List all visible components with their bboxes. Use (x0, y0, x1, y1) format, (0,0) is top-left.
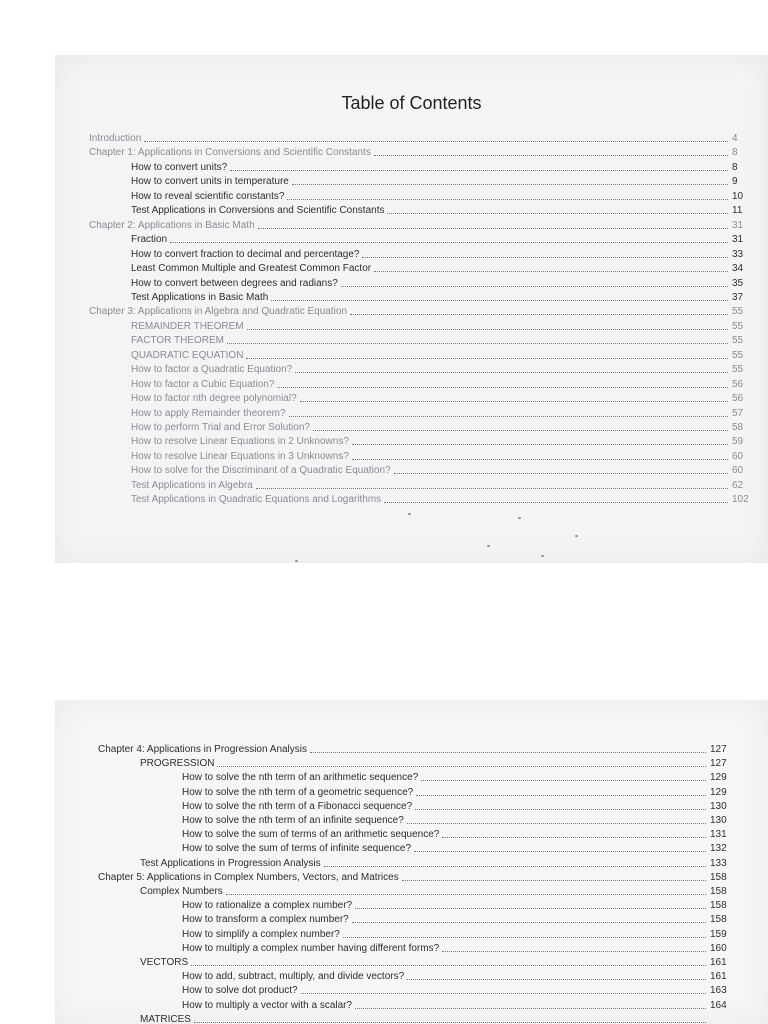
toc-entry (131, 392, 760, 405)
dot-leader (387, 213, 728, 214)
dot-leader (226, 894, 706, 895)
toc-entry-label: How to simplify a complex number? (182, 928, 340, 940)
dot-leader (415, 809, 706, 810)
toc-entry-page-number: 159 (710, 928, 727, 940)
dot-leader (352, 459, 728, 460)
dot-leader (258, 228, 728, 229)
toc-entry-label: How to factor nth degree polynomial? (131, 393, 297, 405)
toc-entry-page-number: 55 (732, 306, 744, 318)
toc-entry-page-number: 127 (710, 758, 727, 770)
dot-leader (292, 184, 728, 185)
dot-leader (170, 242, 728, 243)
toc-entry-page-number: 9 (732, 176, 738, 188)
speck (518, 517, 521, 519)
toc-entry-label: How to rationalize a complex number? (182, 900, 353, 912)
toc-entry-page-number: 60 (732, 465, 744, 477)
toc-entry-label: Test Applications in Progression Analysis (140, 857, 321, 869)
dot-leader (313, 430, 728, 431)
speck (295, 560, 298, 562)
dot-leader (246, 358, 728, 359)
toc-entry-label: Test Applications in Conversions and Scientific Constants (131, 205, 385, 217)
toc-entry-label: VECTORS (140, 957, 189, 968)
dot-leader (287, 199, 728, 200)
toc-entry (182, 928, 738, 941)
toc-entry (98, 871, 738, 884)
dot-leader (341, 286, 728, 287)
dot-leader (442, 951, 706, 952)
toc-entry-label: REMAINDER THEOREM (131, 320, 244, 332)
toc-entry-label: How to reveal scientific constants? (131, 190, 285, 202)
toc-entry-label: Introduction (89, 133, 142, 144)
toc-entry-label: How to solve dot product? (182, 985, 298, 997)
toc-entry (89, 219, 760, 232)
toc-entry-page-number: 55 (732, 349, 744, 361)
toc-entry-page-number: 127 (710, 744, 727, 755)
toc-entry-page-number: 158 (710, 871, 727, 883)
dot-leader (227, 343, 728, 344)
toc-entry-label: How to perform Trial and Error Solution? (131, 422, 310, 433)
dot-leader (374, 155, 728, 156)
toc-entry-label: How to apply Remainder theorem? (131, 407, 286, 419)
page-title: Table of Contents (341, 93, 482, 113)
dot-leader (407, 823, 706, 824)
dot-leader (310, 752, 706, 753)
toc-page-2 (55, 700, 768, 1024)
toc-entry-page-number: 130 (710, 815, 727, 826)
toc-entry (131, 175, 760, 188)
toc-entry-page-number: 160 (710, 942, 727, 954)
toc-entry-label: How to convert fraction to decimal and percentage? (131, 248, 360, 260)
toc-entry (182, 771, 738, 784)
toc-entry-label: How to solve the nth term of a geometric sequence? (182, 786, 414, 798)
toc-entry-page-number: 33 (732, 248, 744, 260)
toc-entry-page-number: 158 (710, 914, 727, 926)
toc-entry-label: How to solve the nth term of a Fibonacci sequence? (182, 800, 413, 812)
toc-entry-label: How to solve the nth term of an arithmetic sequence? (182, 772, 419, 784)
toc-entry-page-number: 129 (710, 786, 727, 798)
toc-entry-page-number: 31 (732, 219, 744, 231)
dot-leader (191, 965, 706, 966)
dot-leader (394, 473, 728, 474)
toc-entry-page-number: 131 (710, 829, 727, 841)
toc-entry-page-number: 35 (732, 277, 744, 289)
toc-entry-label: QUADRATIC EQUATION (131, 349, 244, 361)
toc-entry-label: How to solve the sum of terms of an arithmetic sequence? (182, 829, 440, 841)
dot-leader (352, 922, 706, 923)
toc-entry (131, 378, 760, 391)
toc-entry-page-number: 37 (732, 291, 744, 303)
toc-entry (182, 999, 738, 1012)
toc-entry (131, 262, 760, 275)
dot-leader (271, 300, 728, 301)
toc-entry (182, 899, 738, 912)
toc-entry (182, 800, 738, 813)
dot-leader (407, 979, 706, 980)
dot-leader (421, 780, 706, 781)
toc-entry (182, 913, 738, 926)
toc-entry-label: Chapter 5: Applications in Complex Numbers, Vectors, and Matrices (98, 871, 399, 883)
toc-entry (89, 132, 760, 145)
toc-entry (131, 320, 760, 333)
toc-entry-label: How to transform a complex number? (182, 914, 349, 926)
toc-entry (131, 450, 760, 463)
toc-entry-page-number: 59 (732, 436, 744, 448)
dot-leader (362, 257, 728, 258)
toc-entry (140, 885, 738, 898)
dot-leader (300, 401, 728, 402)
toc-entry (131, 277, 760, 290)
dot-leader (194, 1022, 706, 1023)
toc-entry-page-number: 34 (732, 263, 744, 275)
toc-entry (131, 479, 760, 492)
toc-entry-page-number: 102 (732, 494, 749, 506)
dot-leader (256, 488, 728, 489)
toc-entry-label: How to solve the sum of terms of infinite sequence? (182, 843, 412, 855)
toc-entry-page-number: 8 (732, 161, 738, 173)
toc-entry-page-number: 56 (732, 393, 744, 405)
toc-entry-label: How to convert units? (131, 161, 228, 173)
toc-entry-page-number: 129 (710, 772, 727, 784)
toc-entry (131, 363, 760, 376)
toc-entry (182, 786, 738, 799)
toc-entry (182, 828, 738, 841)
toc-entry-page-number: 158 (710, 886, 727, 897)
toc-entry (182, 842, 738, 855)
toc-entry-label: How to multiply a complex number having different forms? (182, 942, 440, 954)
toc-entry-label: Complex Numbers (140, 886, 223, 897)
toc-entry (131, 334, 760, 347)
dot-leader (355, 908, 706, 909)
dot-leader (416, 795, 706, 796)
toc-entry-label: PROGRESSION (140, 758, 215, 770)
toc-entry-label: Test Applications in Basic Math (131, 291, 269, 303)
toc-entry-label: How to add, subtract, multiply, and divide vectors? (182, 971, 405, 983)
toc-entry (131, 407, 760, 420)
toc-entry-page-number: 8 (732, 147, 738, 159)
toc-entry (131, 204, 760, 217)
toc-entry (140, 857, 738, 870)
toc-entry-page-number: 161 (710, 957, 727, 968)
toc-entry-label: How to solve for the Discriminant of a Quadratic Equation? (131, 465, 391, 477)
toc-entry (131, 349, 760, 362)
dot-leader (277, 387, 728, 388)
toc-entry-label: How to factor a Quadratic Equation? (131, 364, 293, 376)
toc-entry-label: FACTOR THEOREM (131, 335, 224, 347)
toc-entry-label: How to resolve Linear Equations in 2 Unknowns? (131, 436, 349, 448)
toc-entry-page-number: 57 (732, 407, 744, 419)
toc-entry-page-number: 158 (710, 900, 727, 912)
toc-entry-page-number: 4 (732, 133, 738, 144)
toc-entry (182, 814, 738, 827)
toc-entry (131, 248, 760, 261)
toc-entry-page-number: 55 (732, 320, 744, 332)
toc-entry (182, 970, 738, 983)
speck (487, 545, 490, 547)
toc-entry-label: How to multiply a vector with a scalar? (182, 999, 353, 1011)
toc-entry-page-number: 62 (732, 479, 744, 491)
toc-entry (131, 190, 760, 203)
toc-entry-page-number: 133 (710, 857, 727, 869)
toc-entry-label: How to convert between degrees and radians? (131, 277, 338, 289)
toc-entry-page-number: 56 (732, 378, 744, 390)
toc-entry-label: How to resolve Linear Equations in 3 Unknowns? (131, 450, 349, 462)
toc-entry (131, 493, 760, 506)
speck (541, 555, 544, 557)
dot-leader (442, 837, 706, 838)
toc-entry-label: Chapter 1: Applications in Conversions and Scientific Constants (89, 147, 371, 159)
toc-entry-page-number: 10 (732, 190, 744, 202)
toc-entry (182, 942, 738, 955)
toc-entry-page-number: 130 (710, 800, 727, 812)
toc-entry (131, 161, 760, 174)
toc-entry-page-number: 55 (732, 364, 744, 376)
toc-entry-label: Test Applications in Quadratic Equations and Logarithms (131, 494, 382, 506)
dot-leader (402, 880, 706, 881)
toc-page-1 (55, 55, 768, 563)
toc-entry-page-number: 11 (732, 205, 743, 217)
toc-entry (140, 956, 738, 969)
dot-leader (374, 271, 728, 272)
toc-entry-page-number: 31 (732, 234, 744, 246)
toc-entry (182, 984, 738, 997)
toc-entry-page-number: 58 (732, 422, 744, 433)
dot-leader (295, 372, 728, 373)
dot-leader (217, 766, 706, 767)
dot-leader (355, 1008, 706, 1009)
toc-entry-page-number: 55 (732, 335, 744, 347)
toc-entry-page-number: 60 (732, 450, 744, 462)
toc-entry (89, 146, 760, 159)
toc-entry (140, 757, 738, 770)
toc-entry-page-number: 132 (710, 843, 727, 855)
toc-entry (131, 464, 760, 477)
toc-entry (131, 291, 760, 304)
toc-entry-page-number: 163 (710, 985, 727, 997)
toc-entry-label: Least Common Multiple and Greatest Common Factor (131, 263, 372, 275)
dot-leader (352, 444, 728, 445)
toc-entry (131, 233, 760, 246)
toc-entry-label: Chapter 3: Applications in Algebra and Quadratic Equation (89, 306, 347, 318)
dot-leader (230, 170, 728, 171)
toc-entry-label: How to factor a Cubic Equation? (131, 378, 275, 390)
toc-entry-label: Fraction (131, 234, 168, 246)
dot-leader (350, 314, 728, 315)
speck (575, 535, 578, 537)
dot-leader (384, 502, 728, 503)
dot-leader (289, 416, 728, 417)
toc-entry-label: How to convert units in temperature (131, 176, 289, 188)
dot-leader (247, 329, 728, 330)
dot-leader (343, 937, 706, 938)
toc-entry-label: MATRICES (140, 1013, 191, 1024)
toc-entry-label: Test Applications in Algebra (131, 479, 253, 491)
toc-entry-label: Chapter 2: Applications in Basic Math (89, 219, 255, 231)
toc-entry-page-number: 164 (710, 999, 727, 1011)
dot-leader (414, 851, 706, 852)
toc-entry-page-number: 161 (710, 971, 727, 983)
dot-leader (324, 866, 706, 867)
dot-leader (301, 993, 706, 994)
dot-leader (144, 141, 728, 142)
speck (408, 513, 411, 515)
toc-entry (140, 1013, 738, 1024)
toc-entry (89, 305, 760, 318)
toc-entry (98, 743, 738, 756)
toc-entry-label: Chapter 4: Applications in Progression Analysis (98, 744, 308, 755)
toc-entry (131, 421, 760, 434)
toc-entry (131, 435, 760, 448)
toc-entry-label: How to solve the nth term of an infinite sequence? (182, 815, 404, 826)
